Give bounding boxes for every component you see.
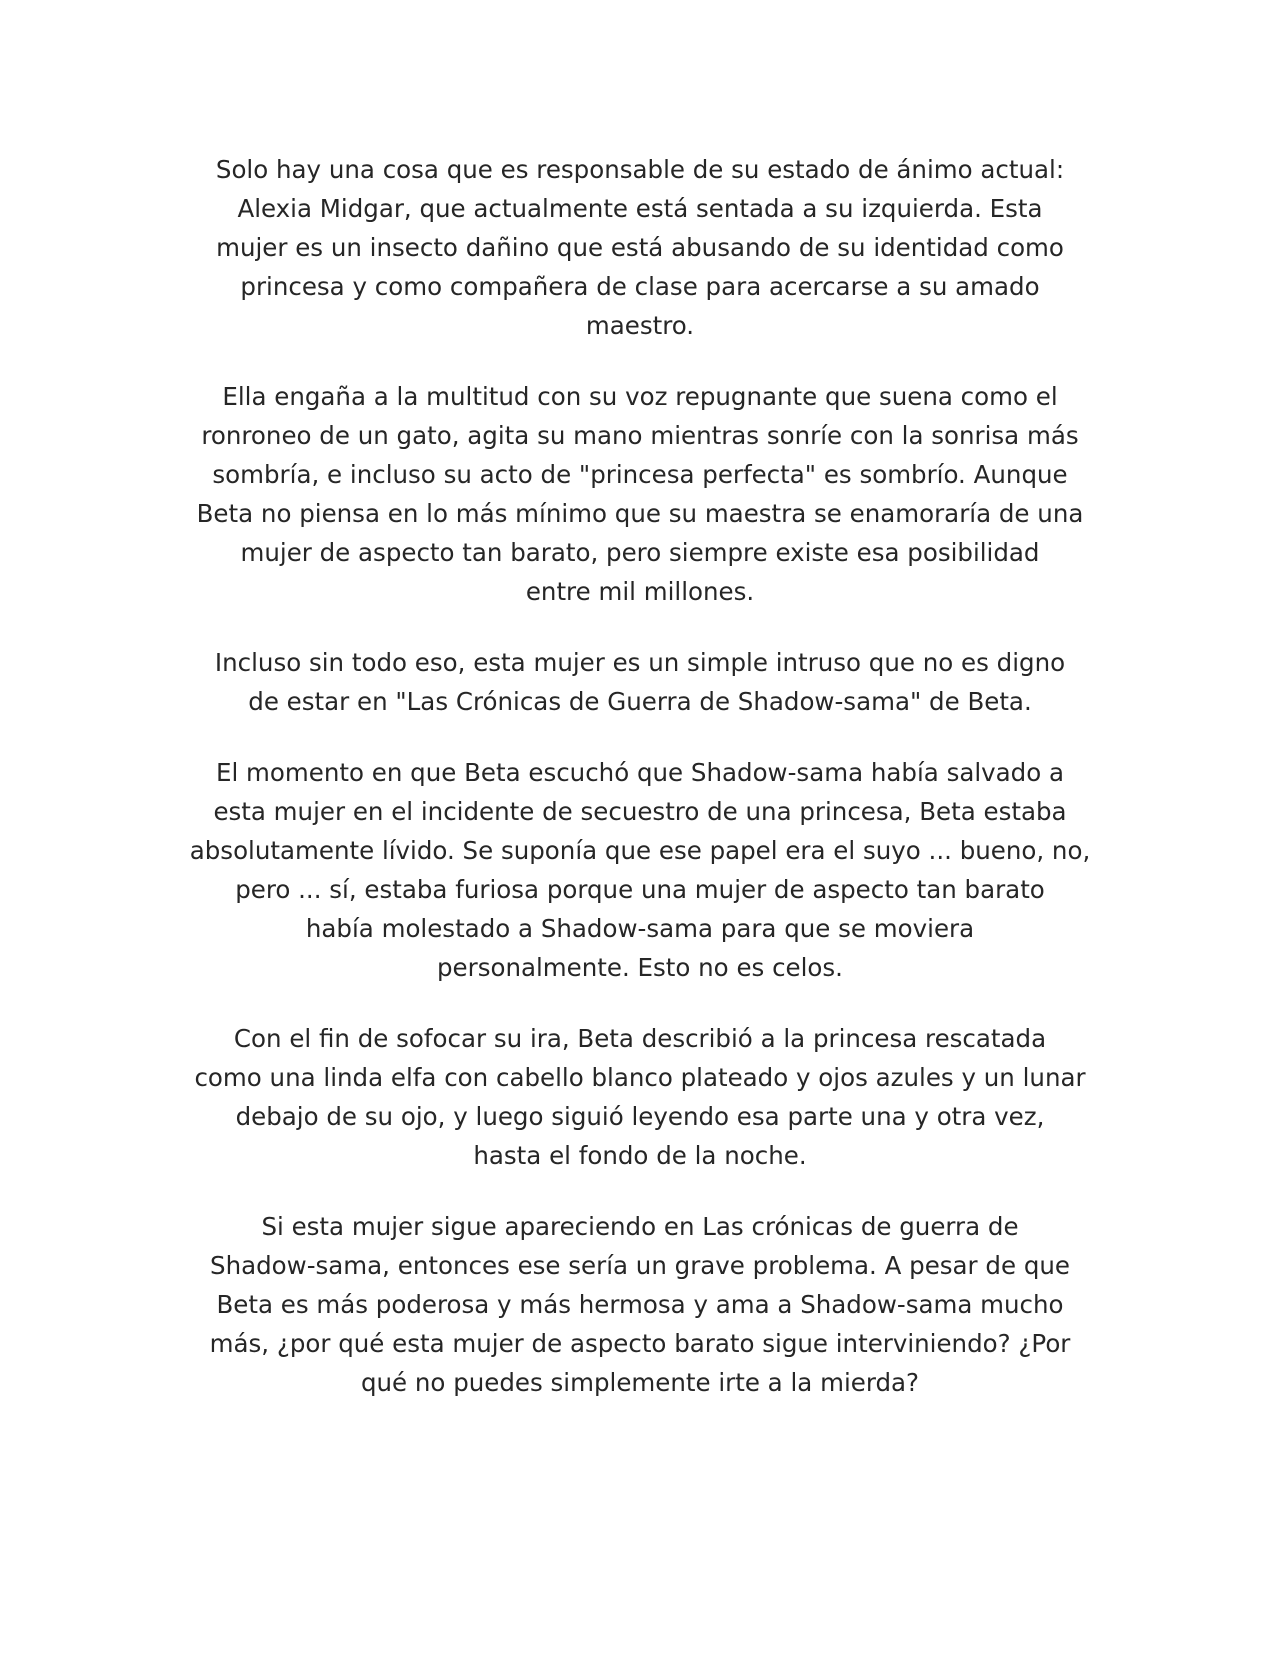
paragraph-5: Con el fin de sofocar su ira, Beta describió a la princesa rescatada como una linda elfa con cabello blanco plateado y ojos azules y un lunar debajo de su ojo, y luego siguió leyendo esa parte una y otra vez, hasta el fondo de la noche. bbox=[194, 1024, 1086, 1170]
paragraph-4: El momento en que Beta escuchó que Shadow-sama había salvado a esta mujer en el incidente de secuestro de una princesa, Beta estaba absolutamente lívido. Se suponía que ese papel era el suyo ... bueno, no, pero ... sí, estaba furiosa porque una mujer de aspecto tan barato había molestado a Shadow-sama para que se moviera personalmente. Esto no es celos. bbox=[189, 758, 1091, 982]
paragraph-1: Solo hay una cosa que es responsable de su estado de ánimo actual: Alexia Midgar, que actualmente está sentada a su izquierda. Esta mujer es un insecto dañino que está abusando de su identidad como princesa y como compañera de clase para acercarse a su amado maestro. bbox=[215, 155, 1065, 340]
paragraph-2: Ella engaña a la multitud con su voz repugnante que suena como el ronroneo de un gato, agita su mano mientras sonríe con la sonrisa más sombría, e incluso su acto de "princesa perfecta" es sombrío. Aunque Beta no piensa en lo más mínimo que su maestra se enamoraría de una mujer de aspecto tan barato, pero siempre existe esa posibilidad entre mil millones. bbox=[196, 382, 1084, 606]
paragraph-3: Incluso sin todo eso, esta mujer es un simple intruso que no es digno de estar en "Las Crónicas de Guerra de Shadow-sama" de Beta. bbox=[214, 648, 1066, 716]
document-body bbox=[170, 150, 1110, 1434]
paragraph-6: Si esta mujer sigue apareciendo en Las crónicas de guerra de Shadow-sama, entonces ese sería un grave problema. A pesar de que Beta es más poderosa y más hermosa y ama a Shadow-sama mucho más, ¿por qué esta mujer de aspecto barato sigue interviniendo? ¿Por qué no puedes simplemente irte a la mierda? bbox=[209, 1212, 1071, 1397]
